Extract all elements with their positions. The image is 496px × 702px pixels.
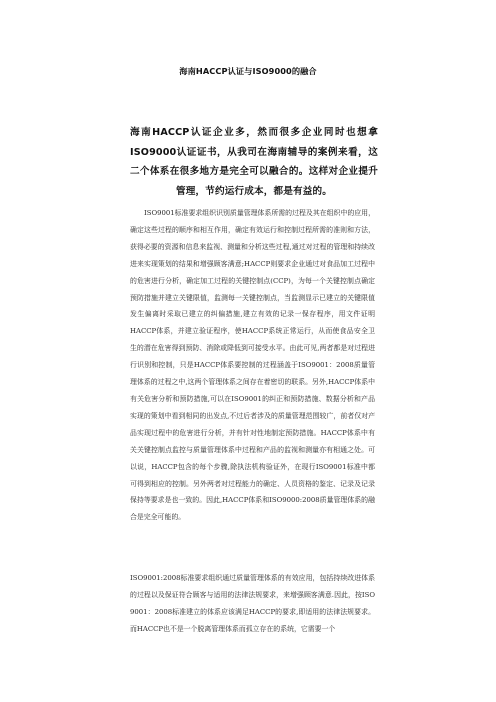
body-paragraph-2: ISO9001:2008标准要求组织通过质量管理体系的有效应用，包括持续改进体系的过程以及保证符合顾客与适用的法律法规要求，来增强顾客满意.因此，按ISO 9001：2008标准建立的体系应该满足HACCP的要求,即适用的法律法规要求。而HACCP也不是一个脱离管理体系而孤立存在的系统，它需要一个 (130, 574, 375, 633)
document-title: 海南HACCP认证与ISO9000的融合 (179, 66, 317, 76)
lead-paragraph: 海南HACCP认证企业多，然而很多企业同时也想拿ISO9000认证证书，从我司在海南辅导的案例来看，这二个体系在很多地方是完全可以融合的。这样对企业提升管理，节约运行成本，都是有益的。 (130, 127, 378, 197)
body-paragraph-1: ISO9001标准要求组织识别质量管理体系所需的过程及其在组织中的应用，确定这些过程的顺序和相互作用，确定有效运行和控制过程所需的准则和方法，获得必要的资源和信息来监视、测量和分析这些过程,通过对过程的管理和持续改进来实现策划的结果和增强顾客满意;HACCP则要求企业通过对食品加工过程中的危害进行分析，确定加工过程的关键控制点(CCP)，为每一个关键控制点确定预防措施并建立关键限值，监测每一关键控制点，当监测显示已建立的关键限值发生偏离时采取已建立的纠偏措施,建立有效的记录一保存程序，用文件证明HACCP体系，并建立验证程序，使HACCP系统正常运行，从而使食品安全卫生的潜在危害得到预防、消除或降低到可接受水平。由此可见,两者都是对过程进行识别和控制，只是HACCP体系要控制的过程涵盖于ISO9001：2008质量管理体系的过程之中,这两个管理体系之间存在着密切的联系。另外,HACCP体系中有关危害分析和预防措施,可以在ISO9001的纠正和预防措施、数据分析和产品实现的策划中看到相同的出发点,不过后者涉及的质量管理范围较广，前者仅对产品实现过程中的危害进行分析，并有针对性地制定预防措施。HACCP体系中有关关键控制点监控与质量管理体系中过程和产品的监视和测量亦有相通之处。可以说，HACCP包含的每个步骤,除执法机构验证外，在现行ISO9001标准中都可得到相应的控制。另外两者对过程能力的确定、人员资格的鉴定、记录及记录保持等要求是也一致的。因此,HACCP体系和ISO9000:2008质量管理体系的融合是完全可能的。 (130, 209, 375, 522)
